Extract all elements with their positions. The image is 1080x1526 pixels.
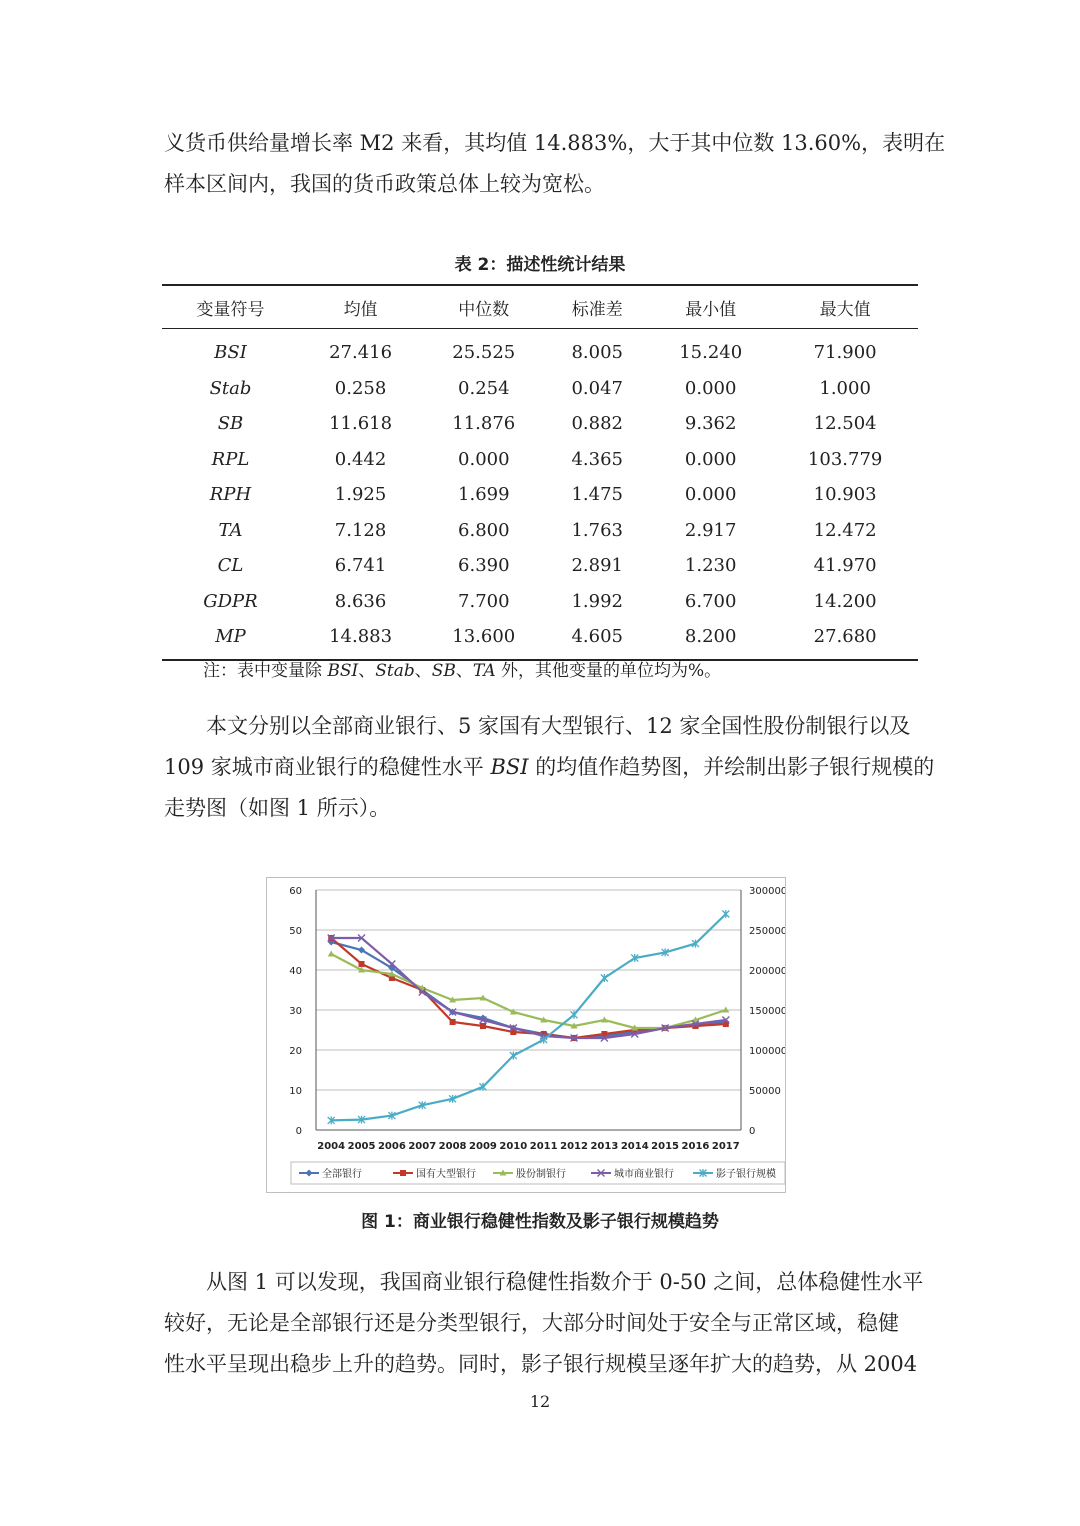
value-cell: 0.254 [458,377,510,399]
y-left-tick-label: 10 [289,1086,302,1097]
value-cell: 1.475 [571,484,623,506]
x-tick-label: 2009 [469,1141,497,1152]
chart-svg [267,878,785,1192]
value-cell: 7.700 [458,590,510,612]
value-cell: 0.882 [571,413,623,435]
method-line-1: 本文分别以全部商业银行、5 家国有大型银行、12 家全国性股份制银行以及 [206,714,911,738]
x-tick-label: 2011 [529,1141,558,1152]
x-tick-label: 2010 [499,1141,528,1152]
value-cell: 4.605 [545,619,649,660]
value-cell: 14.200 [813,590,877,612]
figure-1-chart [266,877,786,1193]
findings-line-1: 从图 1 可以发现，我国商业银行稳健性指数介于 0-50 之间，总体稳健性水平 [206,1270,924,1294]
value-cell: 0.000 [458,448,510,470]
header-cell: 变量符号 [162,285,299,329]
y-left-tick-label: 40 [289,966,302,977]
table-row [162,477,918,513]
table-row [162,513,918,549]
data-point [359,961,365,967]
value-cell: 1.230 [684,555,737,577]
x-tick-label: 2005 [347,1141,376,1152]
variable-cell: TA [218,519,243,541]
value-cell: 103.779 [807,448,883,470]
value-cell: 0.047 [571,377,623,399]
value-cell: 0.000 [684,448,737,470]
value-cell: 41.970 [813,555,877,577]
note-sep: 、 [414,661,432,681]
variable-cell: BSI [214,342,247,364]
table-row [162,442,918,478]
header-cell: 最大值 [772,285,918,329]
method-paragraph [164,706,935,829]
method-line-3: 走势图（如图 1 所示）。 [164,796,391,820]
header-cell: 标准差 [545,285,649,329]
variable-cell: GDPR [203,590,258,612]
table-row [162,584,918,620]
value-cell: 2.917 [684,519,737,541]
method-var: BSI [490,755,529,779]
x-tick-label: 2017 [711,1141,740,1152]
legend-label: 全部银行 [322,1169,362,1180]
variable-cell: CL [217,555,244,577]
table-note [203,656,721,681]
value-cell: 11.618 [329,413,393,435]
x-tick-label: 2016 [681,1141,710,1152]
x-tick-label: 2015 [651,1141,680,1152]
header-cell: 中位数 [422,285,545,329]
legend-label: 影子银行规模 [716,1169,776,1180]
variable-cell: Stab [209,377,252,399]
value-cell: 27.680 [772,619,918,660]
series-line [331,942,726,1038]
x-tick-label: 2014 [620,1141,649,1152]
value-cell: 6.390 [458,555,510,577]
data-point [400,1170,406,1176]
y-left-tick-label: 30 [289,1006,302,1017]
data-point [540,1036,547,1044]
y-right-tick-label: 0 [749,1126,756,1137]
data-point [510,1052,517,1060]
x-tick-label: 2008 [438,1141,467,1152]
note-var: Stab [375,661,415,681]
table-row [162,371,918,407]
value-cell: 12.472 [813,519,877,541]
table-row [162,406,918,442]
intro-paragraph [164,123,946,205]
value-cell: 15.240 [679,342,743,364]
y-right-tick-label: 300000 [749,886,785,897]
y-right-tick-label: 250000 [749,926,785,937]
method-line-2-b: 的均值作趋势图，并绘制出影子银行规模的 [528,755,935,779]
variable-cell: MP [162,619,299,660]
value-cell: 0.258 [334,377,387,399]
value-cell: 8.200 [649,619,772,660]
table-row [162,548,918,584]
findings-line-3: 性水平呈现出稳步上升的趋势。同时，影子银行规模呈逐年扩大的趋势，从 2004 [164,1352,918,1376]
value-cell: 7.128 [334,519,387,541]
stats-table [162,284,918,661]
value-cell: 13.600 [422,619,545,660]
data-point [480,1023,486,1029]
value-cell: 1.925 [334,484,387,506]
y-right-tick-label: 50000 [749,1086,781,1097]
table-caption: 表 2：描述性统计结果 [454,255,626,275]
variable-cell: SB [217,413,244,435]
value-cell: 8.636 [334,590,387,612]
series-line [331,914,726,1120]
value-cell: 25.525 [452,342,516,364]
value-cell: 0.442 [334,448,387,470]
value-cell: 0.000 [684,484,737,506]
findings-paragraph [164,1262,924,1385]
y-left-tick-label: 20 [289,1046,302,1057]
value-cell: 4.365 [571,448,623,470]
x-tick-label: 2006 [377,1141,406,1152]
value-cell: 6.700 [684,590,737,612]
data-point [328,951,335,957]
y-right-tick-label: 200000 [749,966,785,977]
data-point [601,974,608,982]
value-cell: 0.000 [684,377,737,399]
variable-cell: RPL [211,448,250,470]
value-cell: 12.504 [813,413,877,435]
variable-cell: RPH [209,484,252,506]
intro-line-1: 义货币供给量增长率 M2 来看，其均值 14.883%，大于其中位数 13.60%，表明在 [164,131,946,155]
table-header-row [162,285,918,329]
y-left-tick-label: 0 [295,1126,302,1137]
value-cell: 1.000 [819,377,871,399]
page-number: 12 [529,1392,551,1411]
data-point [450,1019,456,1025]
y-left-tick-label: 60 [289,886,302,897]
value-cell: 11.876 [452,413,516,435]
x-tick-label: 2007 [408,1141,437,1152]
value-cell: 1.992 [571,590,623,612]
value-cell: 1.699 [458,484,510,506]
y-right-tick-label: 150000 [749,1006,785,1017]
note-var: TA [472,661,496,681]
value-cell: 1.763 [571,519,623,541]
value-cell: 2.891 [571,555,623,577]
x-tick-label: 2004 [317,1141,346,1152]
note-var: SB [431,661,456,681]
value-cell: 27.416 [329,342,393,364]
y-left-tick-label: 50 [289,926,302,937]
value-cell: 71.900 [813,342,877,364]
legend-label: 城市商业银行 [614,1169,674,1180]
header-cell: 均值 [299,285,422,329]
data-point [722,910,729,918]
figure-caption: 图 1：商业银行稳健性指数及影子银行规模趋势 [361,1212,719,1232]
note-sep: 、 [455,661,473,681]
value-cell: 14.883 [299,619,422,660]
intro-line-2: 样本区间内，我国的货币政策总体上较为宽松。 [164,172,605,196]
value-cell: 6.800 [458,519,510,541]
method-line-2 [164,747,935,788]
y-right-tick-label: 100000 [749,1046,785,1057]
table-row [162,619,918,660]
x-tick-label: 2012 [560,1141,588,1152]
note-prefix: 注：表中变量除 [203,661,328,681]
note-sep: 、 [358,661,376,681]
header-cell: 最小值 [649,285,772,329]
note-var: BSI [327,661,359,681]
method-line-2-a: 109 家城市商业银行的稳健性水平 [164,755,491,779]
legend-label: 国有大型银行 [416,1169,476,1180]
data-point [571,1011,578,1019]
value-cell: 9.362 [684,413,737,435]
legend-label: 股份制银行 [516,1169,566,1180]
x-tick-label: 2013 [590,1141,619,1152]
table-row [162,329,918,371]
note-suffix: 外，其他变量的单位均为%。 [495,661,722,681]
value-cell: 6.741 [334,555,387,577]
value-cell: 10.903 [813,484,877,506]
value-cell: 8.005 [571,342,623,364]
findings-line-2: 较好，无论是全部银行还是分类型银行，大部分时间处于安全与正常区域，稳健 [164,1311,899,1335]
